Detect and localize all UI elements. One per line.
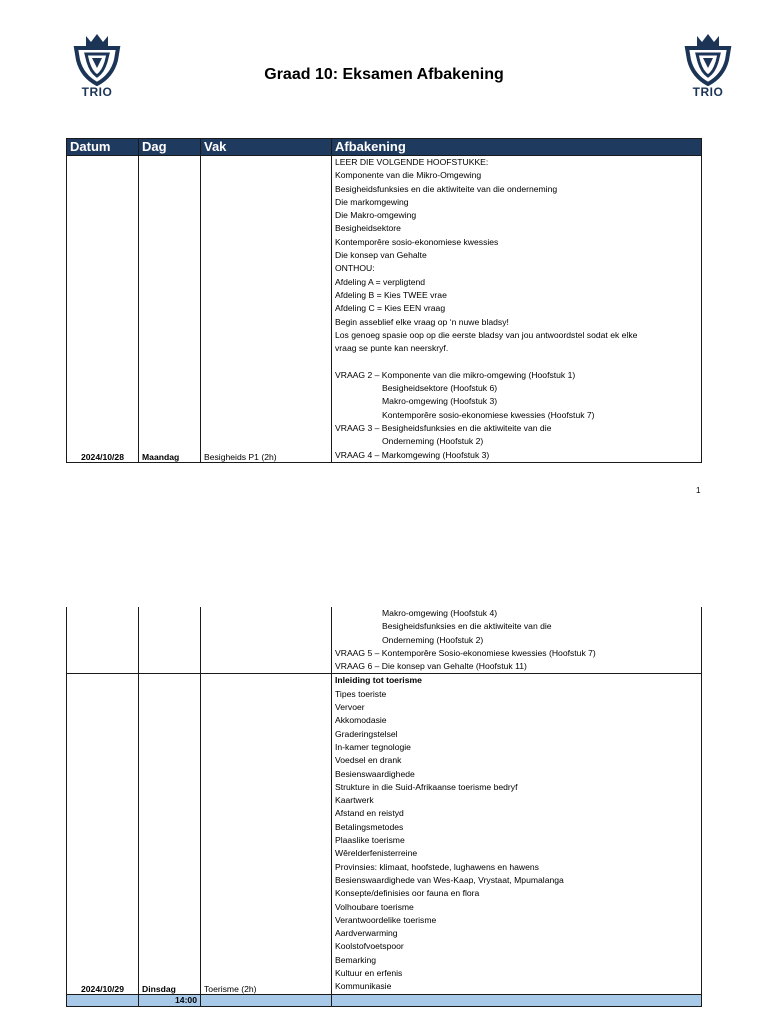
scope-line: Die konsep van Gehalte	[335, 250, 427, 261]
scope-line: VRAAG 4 – Markomgewing (Hoofstuk 3)	[335, 449, 490, 460]
scope-cell	[332, 607, 702, 674]
scope-line: Kaartwerk	[335, 795, 374, 806]
scope-line: Afstand en reistyd	[335, 808, 404, 819]
scope-line: Konsepte/definisies oor fauna en flora	[335, 888, 480, 899]
page-number: 1	[696, 486, 701, 495]
scope-line: Onderneming (Hoofstuk 2)	[382, 436, 484, 447]
scope-line: Kommunikasie	[335, 981, 392, 992]
scope-line: Akkomodasie	[335, 715, 387, 726]
subject-cell: Toerisme (2h)	[201, 674, 332, 994]
empty-cell	[67, 994, 139, 1006]
scope-line: Besigheidsfunksies en die aktiwiteite van die	[382, 621, 552, 632]
date-cell: 2024/10/29	[67, 674, 139, 994]
scope-line: ONTHOU:	[335, 263, 375, 274]
scope-line: Wêrelderfenisterreine	[335, 848, 418, 859]
scope-line: Afdeling B = Kies TWEE vrae	[335, 289, 447, 300]
subject-cell	[201, 607, 332, 674]
scope-line: Onderneming (Hoofstuk 2)	[382, 634, 484, 645]
table-header-row	[67, 139, 702, 156]
scope-line: Aardverwarming	[335, 928, 398, 939]
scope-line: Voedsel en drank	[335, 755, 402, 766]
scope-line: Strukture in die Suid-Afrikaanse toerisme bedryf	[335, 781, 518, 792]
subject-cell: Besigheids P1 (2h)	[201, 156, 332, 463]
scope-line: Tipes toeriste	[335, 688, 387, 699]
scope-line: Die markomgewing	[335, 196, 409, 207]
scope-line: Graderingstelsel	[335, 728, 398, 739]
scope-line: Kultuur en erfenis	[335, 968, 403, 979]
scope-line: Makro-omgewing (Hoofstuk 3)	[382, 396, 498, 407]
scope-line: Afdeling C = Kies EEN vraag	[335, 303, 446, 314]
column-header-vak: Vak	[201, 139, 332, 156]
scope-line: VRAAG 5 – Kontemporêre Sosio-ekonomiese kwessies (Hoofstuk 7)	[335, 647, 596, 658]
empty-cell	[201, 994, 332, 1006]
scope-cell	[332, 156, 702, 463]
scope-line: Kontemporêre sosio-ekonomiese kwessies	[335, 236, 499, 247]
scope-line: Plaaslike toerisme	[335, 835, 405, 846]
table-row	[67, 674, 702, 994]
day-cell: Dinsdag	[139, 674, 201, 994]
scope-line: Koolstofvoetspoor	[335, 941, 404, 952]
scope-line: Volhoubare toerisme	[335, 901, 414, 912]
table-row	[67, 607, 702, 674]
logo-text: TRIO	[81, 85, 113, 99]
scope-line: LEER DIE VOLGENDE HOOFSTUKKE:	[335, 157, 489, 167]
page-title: Graad 10: Eksamen Afbakening	[264, 66, 504, 83]
scope-line: Die Makro-omgewing	[335, 210, 417, 221]
scope-line: Besienswaardighede van Wes-Kaap, Vrystaat, Mpumalanga	[335, 874, 564, 885]
scope-line: Besigheidsektore	[335, 223, 401, 234]
scope-line: VRAAG 6 – Die konsep van Gehalte (Hoofstuk 11)	[335, 661, 527, 672]
scope-line: Besigheidsektore (Hoofstuk 6)	[382, 383, 498, 394]
scope-line	[335, 355, 698, 368]
scope-line: Los genoeg spasie oop op die eerste bladsy van jou antwoordstel sodat ek elke	[335, 329, 638, 340]
scope-line: Kontemporêre sosio-ekonomiese kwessies (Hoofstuk 7)	[382, 409, 595, 420]
scope-line: In-kamer tegnologie	[335, 741, 411, 752]
scope-line: vraag se punte kan neerskryf.	[335, 343, 449, 354]
scope-line: Makro-omgewing (Hoofstuk 4)	[382, 608, 498, 618]
day-cell: Maandag	[139, 156, 201, 463]
scope-line: Komponente van die Mikro-Omgewing	[335, 170, 482, 181]
logo-text: TRIO	[692, 85, 724, 99]
day-cell	[139, 607, 201, 674]
column-header-datum: Datum	[67, 139, 139, 156]
shield-crown-icon	[683, 32, 733, 86]
table-row	[67, 156, 702, 463]
date-cell: 2024/10/28	[67, 156, 139, 463]
date-cell	[67, 607, 139, 674]
empty-cell	[332, 994, 702, 1006]
scope-line: Afdeling A = verpligtend	[335, 276, 426, 287]
scope-line: Provinsies: klimaat, hoofstede, lughawens en hawens	[335, 861, 539, 872]
column-header-afbakening: Afbakening	[332, 139, 702, 156]
scope-line: Bemarking	[335, 954, 377, 965]
scope-line: VRAAG 2 – Komponente van die mikro-omgewing (Hoofstuk 1)	[335, 369, 576, 380]
scope-line: Besigheidsfunksies en die aktiwiteite van die onderneming	[335, 183, 558, 194]
scope-line: Betalingsmetodes	[335, 821, 404, 832]
time-row	[67, 994, 702, 1006]
column-header-dag: Dag	[139, 139, 201, 156]
scope-line: Besienswaardighede	[335, 768, 415, 779]
exam-schedule-table-continued	[66, 607, 702, 1007]
scope-heading: Inleiding tot toerisme	[335, 675, 422, 686]
scope-line: VRAAG 3 – Besigheidsfunksies en die aktiwiteite van die	[335, 422, 552, 433]
scope-line: Begin asseblief elke vraag op ‘n nuwe bladsy!	[335, 316, 509, 327]
scope-line: Verantwoordelike toerisme	[335, 914, 437, 925]
scope-cell	[332, 674, 702, 994]
time-cell: 14:00	[139, 994, 201, 1006]
exam-schedule-table	[66, 138, 702, 463]
trio-logo-right	[683, 32, 733, 102]
scope-line: Vervoer	[335, 702, 365, 713]
